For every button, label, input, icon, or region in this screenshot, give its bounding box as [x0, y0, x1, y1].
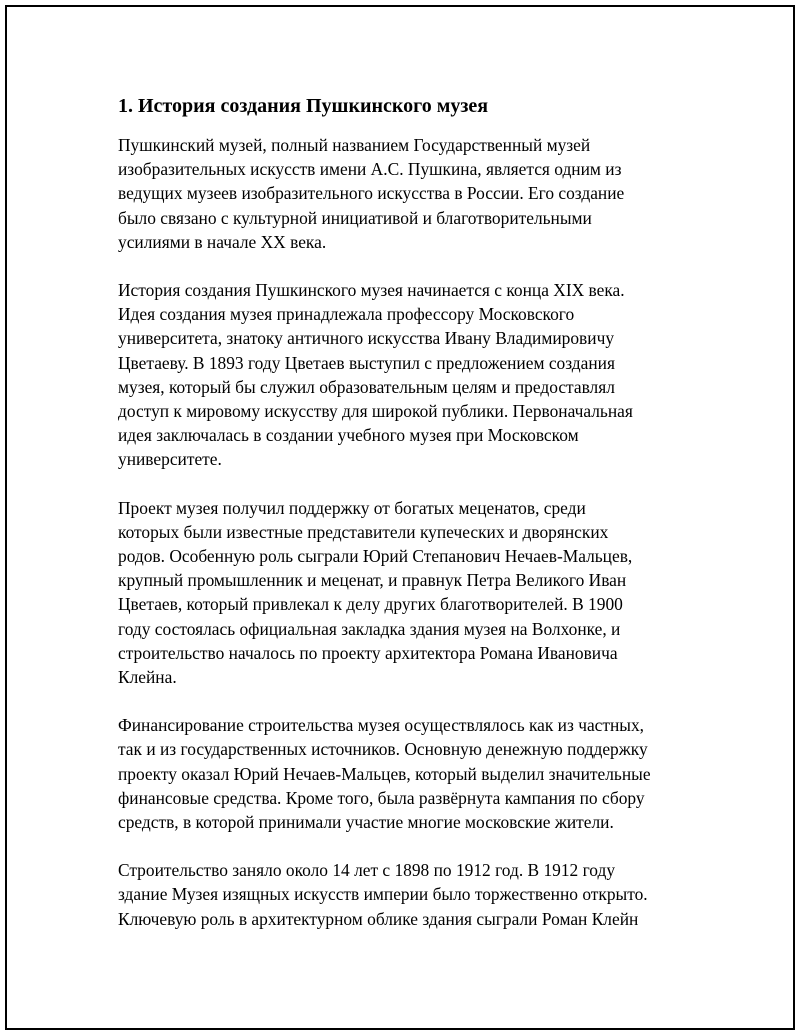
text-line: Финансирование строительства музея осуществлялось как из частных,	[118, 715, 645, 736]
paragraph-construction	[118, 858, 718, 931]
text-line: Ключевую роль в архитектурном облике здания сыграли Роман Клейн	[118, 908, 639, 929]
text-line: идея заключалась в создании учебного музея при Московском	[118, 425, 579, 446]
text-line: Идея создания музея принадлежала профессору Московского	[118, 304, 575, 325]
text-line: Проект музея получил поддержку от богатых меценатов, среди	[118, 497, 586, 518]
text-line: усилиями в начале XX века.	[118, 231, 327, 252]
paragraph-funding	[118, 713, 718, 834]
text-line: финансовые средства. Кроме того, была развёрнута кампания по сбору	[118, 787, 645, 808]
text-line: Пушкинский музей, полный названием Государственный музей	[118, 135, 591, 155]
text-line: университета, знатоку античного искусства Ивану Владимировичу	[118, 328, 615, 349]
text-line: доступ к мировому искусству для широкой публики. Первоначальная	[118, 401, 633, 422]
document-body	[118, 93, 718, 955]
text-line: Клейна.	[118, 667, 177, 688]
text-line: изобразительных искусств имени А.С. Пушкина, является одним из	[118, 159, 622, 180]
text-line: было связано с культурной инициативой и благотворительными	[118, 207, 592, 228]
text-line: музея, который бы служил образовательным целям и предоставлял	[118, 376, 615, 397]
text-line: Цветаеву. В 1893 году Цветаев выступил с предложением создания	[118, 352, 615, 373]
text-line: Строительство заняло около 14 лет с 1898 по 1912 год. В 1912 году	[118, 860, 616, 881]
section-heading: 1. История создания Пушкинского музея	[118, 95, 489, 117]
text-line: крупный промышленник и меценат, и правнук Петра Великого Иван	[118, 570, 627, 591]
text-line: строительство началось по проекту архитектора Романа Ивановича	[118, 642, 618, 663]
paragraph-history	[118, 278, 718, 472]
text-line: году состоялась официальная закладка здания музея на Волхонке, и	[118, 618, 621, 639]
text-line: Цветаев, который привлекал к делу других благотворителей. В 1900	[118, 594, 623, 615]
text-line: ведущих музеев изобразительного искусства в России. Его создание	[118, 183, 625, 204]
paragraph-intro	[118, 133, 718, 254]
text-line: родов. Особенную роль сыграли Юрий Степанович Нечаев-Мальцев,	[118, 546, 633, 567]
text-line: университете.	[118, 449, 222, 470]
text-line: средств, в которой принимали участие многие московские жители.	[118, 812, 614, 833]
text-line: которых были известные представители купеческих и дворянских	[118, 521, 609, 542]
paragraph-patrons	[118, 496, 718, 690]
text-line: так и из государственных источников. Основную денежную поддержку	[118, 739, 648, 760]
text-line: здание Музея изящных искусств империи было торжественно открыто.	[118, 884, 648, 905]
text-line: История создания Пушкинского музея начинается с конца XIX века.	[118, 280, 625, 301]
text-line: проекту оказал Юрий Нечаев-Мальцев, который выделил значительные	[118, 763, 651, 784]
